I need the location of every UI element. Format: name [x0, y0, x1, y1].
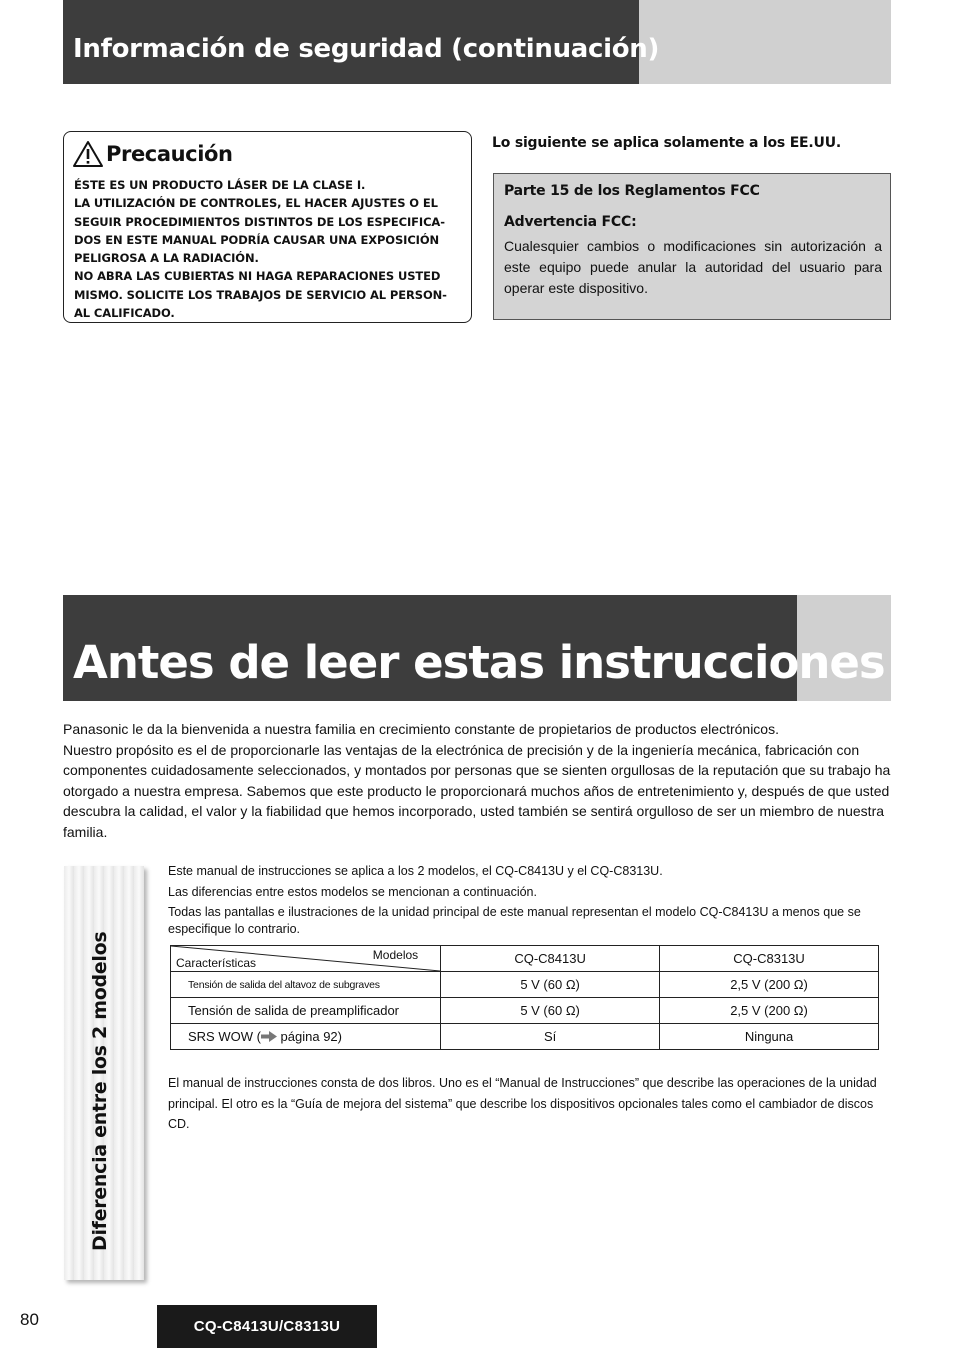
warning-triangle-icon — [72, 140, 104, 168]
caution-box — [63, 131, 472, 323]
models-text — [168, 861, 890, 938]
caution-line: SEGUIR PROCEDIMIENTOS DISTINTOS DE LOS ESPECIFICA- — [74, 214, 445, 229]
fcc-warning-text: Cualesquier cambios o modificaciones sin autorización a este equipo puede anular la autoridad del usuario para operar este dispositivo. — [504, 238, 882, 296]
intro-paragraph: Panasonic le da la bienvenida a nuestra familia en crecimiento constante de propietarios de productos electrónicos. — [63, 721, 779, 737]
model-tag: CQ-C8413U/C8313U — [157, 1305, 377, 1348]
main-banner-title: Antes de leer estas instrucciones — [73, 636, 885, 689]
header-features: Características — [176, 956, 257, 970]
models-paragraph: Las diferencias entre estos modelos se mencionan a continuación. — [168, 884, 537, 899]
header-model-b: CQ-C8313U — [660, 946, 879, 972]
value-cell: 2,5 V (200 Ω) — [660, 998, 879, 1024]
feature-cell: Tensión de salida de preamplificador — [171, 998, 441, 1024]
caution-line: MISMO. SOLICITE LOS TRABAJOS DE SERVICIO AL PERSON- — [74, 287, 447, 302]
intro-paragraph: Nuestro propósito es el de proporcionarle las ventajas de la electrónica de precisión y de la ingeniería mecánica, fabricación con componentes cuidadosamente seleccionados, y montados por personas que se sienten orgullosas de la reputación que su trabajo ha otorgado a nuestra empresa. Sabemos que este producto le proporcionará muchos años de entretenimiento y, después de que usted descubra la calidad, el valor y la fiabilidad que hemos incorporado, usted también se sentirá orgulloso de ser un miembro de nuestra familia. — [63, 741, 891, 840]
feature-suffix: página 92) — [276, 1029, 342, 1044]
value-cell: 2,5 V (200 Ω) — [660, 972, 879, 998]
header-models: Modelos — [372, 948, 419, 962]
side-tab — [64, 866, 144, 1280]
caution-line: AL CALIFICADO. — [74, 306, 175, 321]
caution-line: DOS EN ESTE MANUAL PODRÍA CAUSAR UNA EXPOSICIÓN — [74, 232, 440, 247]
fcc-warning-title: Advertencia FCC: — [504, 214, 637, 230]
us-only-note: Lo siguiente se aplica solamente a los EE.UU. — [492, 135, 841, 151]
caution-text — [74, 176, 466, 322]
fcc-regulation-title: Parte 15 de los Reglamentos FCC — [504, 183, 760, 199]
value-cell: Ninguna — [660, 1024, 879, 1050]
side-tab-label: Diferencia entre los 2 modelos — [89, 931, 111, 1251]
value-cell: 5 V (60 Ω) — [441, 998, 660, 1024]
intro-text — [63, 719, 891, 842]
caution-line: PELIGROSA A LA RADIACIÓN. — [74, 251, 259, 266]
caution-heading — [72, 140, 233, 168]
feature-prefix: SRS WOW ( — [188, 1029, 261, 1044]
table-row — [171, 998, 879, 1024]
models-comparison-table — [170, 945, 879, 1050]
feature-cell: Tensión de salida del altavoz de subgraves — [171, 972, 441, 998]
table-row — [171, 972, 879, 998]
arrow-right-icon — [261, 1031, 277, 1042]
models-paragraph: Todas las pantallas e ilustraciones de la unidad principal de este manual representan el modelo CQ-C8413U a menos que se especifique lo contrario. — [168, 905, 861, 936]
caution-title: Precaución — [106, 142, 233, 166]
models-paragraph: Este manual de instrucciones se aplica a los 2 modelos, el CQ-C8413U y el CQ-C8313U. — [168, 864, 663, 878]
table-header-row — [171, 946, 879, 972]
books-paragraph: El manual de instrucciones consta de dos libros. Uno es el “Manual de Instrucciones” que describe las operaciones de la unidad principal. El otro es la “Guía de mejora del sistema” que describe los dispositivos opcionales tales como el cambiador de discos CD. — [168, 1076, 877, 1131]
page-number: 80 — [20, 1310, 39, 1329]
main-banner — [63, 595, 891, 701]
fcc-box — [493, 173, 891, 320]
caution-line: ÉSTE ES UN PRODUCTO LÁSER DE LA CLASE I. — [74, 178, 366, 192]
table-diagonal-header — [171, 946, 441, 972]
feature-cell — [171, 1024, 441, 1050]
value-cell: 5 V (60 Ω) — [441, 972, 660, 998]
caution-line: LA UTILIZACIÓN DE CONTROLES, EL HACER AJUSTES O EL — [74, 196, 438, 211]
header-model-a: CQ-C8413U — [441, 946, 660, 972]
safety-banner-title: Información de seguridad (continuación) — [73, 34, 660, 64]
value-cell: Sí — [441, 1024, 660, 1050]
caution-line: NO ABRA LAS CUBIERTAS NI HAGA REPARACIONES USTED — [74, 269, 441, 284]
table-row — [171, 1024, 879, 1050]
safety-banner — [63, 0, 891, 84]
